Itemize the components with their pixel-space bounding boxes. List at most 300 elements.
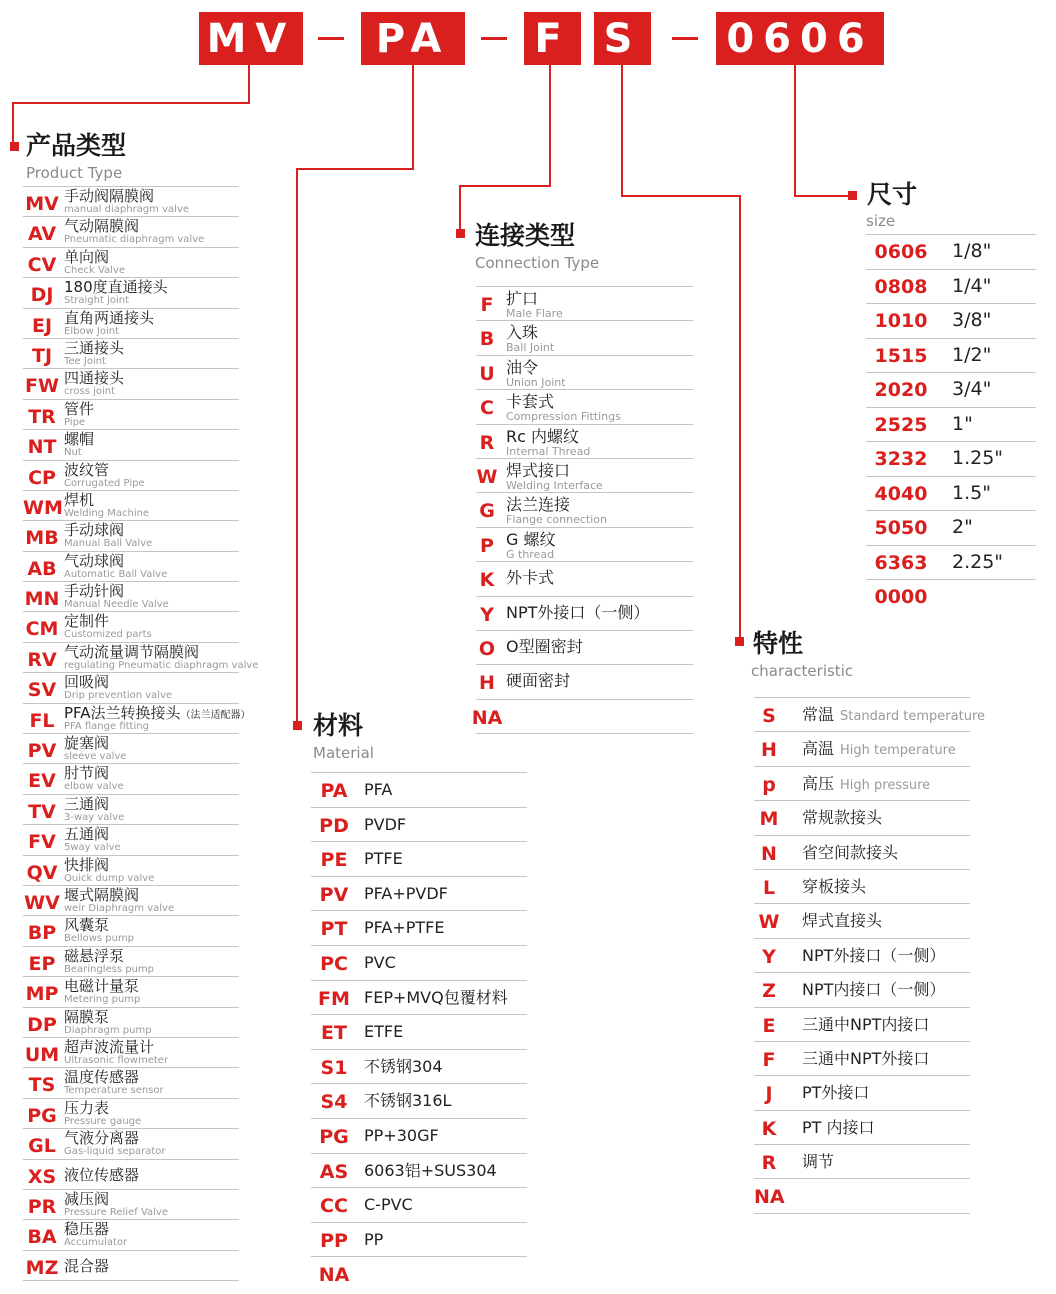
product-type-english: weir Diaphragm valve bbox=[64, 902, 175, 914]
product-type-name bbox=[64, 370, 124, 387]
characteristic-name-text: 常温 bbox=[802, 705, 835, 724]
size-value: 3/4" bbox=[952, 378, 992, 400]
product-type-code: TJ bbox=[31, 344, 53, 367]
product-type-code: CM bbox=[25, 618, 59, 641]
connection-type-english: G thread bbox=[506, 547, 555, 561]
product-type-code: PR bbox=[27, 1195, 57, 1218]
connection-type-row bbox=[476, 493, 693, 527]
characteristic-row bbox=[754, 767, 970, 801]
product-type-name-text: 三通阀 bbox=[64, 794, 110, 813]
connector-connection bbox=[460, 65, 550, 233]
characteristic-row bbox=[754, 939, 970, 973]
material-code: PE bbox=[320, 849, 348, 872]
product-type-english: elbow valve bbox=[64, 781, 124, 793]
connection-type-english: Ball Joint bbox=[506, 341, 555, 355]
material-name: PFA+PTFE bbox=[364, 918, 445, 938]
material-row bbox=[311, 1050, 527, 1085]
product-type-row bbox=[23, 461, 239, 491]
characteristic-name-text: 调节 bbox=[802, 1152, 835, 1172]
material-row bbox=[311, 911, 527, 946]
product-type-code: EP bbox=[28, 952, 56, 975]
product-type-english: Welding Machine bbox=[64, 507, 150, 519]
product-type-english: Accumulator bbox=[64, 1237, 128, 1249]
product-type-name-text: 180度直通接头 bbox=[64, 278, 168, 297]
product-type-code: TV bbox=[28, 800, 56, 823]
product-type-name-text: 磁悬浮泵 bbox=[64, 946, 125, 965]
material-code: PD bbox=[319, 814, 349, 837]
product-type-english: PFA flange fitting bbox=[64, 720, 149, 732]
product-type-name-text: 直角两通接头 bbox=[64, 308, 155, 327]
product-type-code: FW bbox=[25, 375, 59, 398]
product-type-name bbox=[64, 553, 124, 570]
product-type-name-text: 堰式隔膜阀 bbox=[64, 885, 140, 904]
product-type-name-text: PFA法兰转换接头 bbox=[64, 703, 181, 722]
product-type-name bbox=[64, 735, 109, 752]
material-row bbox=[311, 773, 527, 808]
material-list bbox=[311, 772, 527, 1292]
product-type-name bbox=[64, 765, 109, 782]
product-type-code: WM bbox=[23, 496, 63, 519]
product-type-name bbox=[64, 188, 154, 205]
product-type-code: TS bbox=[28, 1074, 56, 1097]
connection-type-name: 扩口 bbox=[506, 289, 539, 308]
size-code: 5050 bbox=[874, 517, 928, 539]
connection-type-name: 卡套式 bbox=[506, 392, 555, 412]
product-type-name bbox=[64, 796, 109, 813]
product-type-english: Temperature sensor bbox=[64, 1085, 164, 1097]
product-type-name-text: 管件 bbox=[64, 399, 95, 418]
product-type-name bbox=[64, 1258, 109, 1275]
material-code: PA bbox=[320, 780, 348, 802]
connection-type-title: 连接类型 bbox=[475, 221, 576, 250]
characteristic-name bbox=[802, 1118, 875, 1137]
product-type-code: MV bbox=[25, 193, 59, 215]
connection-type-row bbox=[476, 631, 693, 665]
product-type-row bbox=[23, 856, 239, 886]
product-type-english: Tee Joint bbox=[64, 355, 106, 367]
product-type-code: DJ bbox=[30, 284, 54, 307]
material-marker bbox=[293, 721, 302, 730]
size-value: 1/2" bbox=[952, 343, 992, 366]
characteristic-name bbox=[802, 739, 956, 760]
product-type-name-text: 波纹管 bbox=[64, 460, 110, 479]
material-code: PT bbox=[320, 918, 348, 941]
size-value: 2" bbox=[952, 516, 973, 538]
product-type-code: BA bbox=[27, 1226, 57, 1249]
product-type-row bbox=[23, 642, 259, 673]
product-type-name bbox=[64, 887, 139, 904]
product-type-code: PV bbox=[27, 740, 57, 763]
connection-type-name: 入珠 bbox=[506, 323, 539, 343]
connection-type-name: O型圈密封 bbox=[506, 636, 583, 656]
material-code: S4 bbox=[320, 1091, 348, 1114]
characteristic-name-text: 三通中NPT内接口 bbox=[802, 1014, 930, 1034]
product-type-name bbox=[64, 644, 199, 661]
product-type-name-text: 定制件 bbox=[64, 612, 110, 631]
characteristic-name bbox=[802, 1152, 834, 1171]
product-type-code: PG bbox=[27, 1104, 57, 1127]
product-type-code: AV bbox=[27, 223, 57, 246]
size-row bbox=[866, 270, 1036, 305]
characteristic-code: R bbox=[761, 1152, 777, 1175]
connection-type-english: Flange connection bbox=[506, 513, 607, 527]
product-type-code: TR bbox=[28, 405, 56, 428]
product-type-name-text: 气动球阀 bbox=[64, 551, 125, 570]
product-type-english: Pneumatic diaphragm valve bbox=[64, 234, 205, 246]
material-code: FM bbox=[318, 987, 350, 1010]
product-type-name bbox=[64, 826, 109, 843]
size-code: 6363 bbox=[874, 551, 928, 574]
characteristic-code: L bbox=[762, 876, 776, 899]
product-type-english: Check Valve bbox=[64, 264, 125, 276]
material-name: PFA+PVDF bbox=[364, 883, 448, 903]
connection-type-name: NPT外接口（一侧） bbox=[506, 602, 650, 622]
connection-type-row bbox=[476, 287, 693, 321]
size-code: 1010 bbox=[874, 310, 928, 332]
material-code: PC bbox=[320, 952, 348, 975]
characteristic-row bbox=[754, 1042, 970, 1076]
characteristic-code: N bbox=[761, 842, 777, 865]
material-code: PP bbox=[320, 1229, 348, 1252]
characteristic-name bbox=[802, 877, 866, 896]
connection-type-row bbox=[476, 562, 693, 596]
product-type-note: （法兰适配器） bbox=[180, 709, 251, 721]
product-type-row bbox=[23, 612, 239, 642]
product-type-list bbox=[23, 186, 259, 1281]
size-value: 1" bbox=[952, 412, 973, 435]
product-type-row bbox=[23, 217, 239, 247]
size-code: 0808 bbox=[874, 275, 928, 298]
size-row bbox=[866, 546, 1036, 581]
material-title: 材料 bbox=[313, 711, 364, 740]
product-type-name-text: 手动球阀 bbox=[64, 521, 125, 540]
product-type-row bbox=[23, 916, 239, 946]
product-type-row bbox=[23, 977, 239, 1007]
product-type-code: FV bbox=[28, 831, 56, 854]
connection-type-code: G bbox=[479, 500, 495, 523]
product-type-row bbox=[23, 764, 239, 794]
size-row bbox=[866, 442, 1036, 477]
material-row bbox=[311, 1188, 527, 1223]
product-type-name-text: 五通阀 bbox=[64, 825, 110, 844]
connector-material bbox=[297, 65, 413, 725]
material-name: PP bbox=[364, 1229, 384, 1249]
characteristic-name-text: 常规款接头 bbox=[802, 808, 883, 828]
product-type-row bbox=[23, 1068, 239, 1098]
characteristic-code: S bbox=[762, 705, 776, 727]
characteristic-code: H bbox=[761, 739, 777, 762]
product-type-english: manual diaphragm valve bbox=[64, 204, 189, 215]
size-marker bbox=[848, 191, 857, 200]
size-list bbox=[866, 234, 1036, 615]
product-type-code: SV bbox=[27, 679, 57, 702]
code-box-connection: F bbox=[524, 12, 581, 65]
connection-type-subtitle: Connection Type bbox=[475, 254, 600, 272]
connection-type-row bbox=[476, 425, 693, 459]
product-type-name bbox=[64, 218, 139, 235]
connection-type-row bbox=[476, 528, 693, 562]
size-code: 2020 bbox=[874, 379, 928, 401]
characteristic-name bbox=[802, 843, 898, 862]
size-code: 3232 bbox=[874, 448, 928, 470]
material-row bbox=[311, 1084, 527, 1119]
material-subtitle: Material bbox=[313, 744, 374, 762]
material-row bbox=[311, 842, 527, 877]
product-type-name bbox=[64, 522, 124, 539]
characteristic-code: Y bbox=[762, 945, 776, 968]
size-row bbox=[866, 304, 1036, 339]
product-type-code: WV bbox=[24, 891, 60, 914]
product-type-english: Manual Needle Valve bbox=[64, 599, 169, 611]
size-value: 1/8" bbox=[952, 240, 992, 262]
characteristic-subtitle: characteristic bbox=[751, 662, 854, 680]
product-type-name-text: 温度传感器 bbox=[64, 1068, 140, 1087]
product-type-name bbox=[64, 431, 94, 448]
product-type-english: Pipe bbox=[64, 416, 86, 428]
product-type-code: GL bbox=[28, 1135, 56, 1158]
connection-type-code: NA bbox=[471, 706, 503, 729]
connection-type-marker bbox=[456, 229, 465, 238]
product-type-english: Corrugated Pipe bbox=[64, 477, 145, 489]
material-row bbox=[311, 1257, 527, 1292]
code-box-characteristic: S bbox=[594, 12, 651, 65]
material-name: ETFE bbox=[364, 1022, 404, 1042]
product-type-row bbox=[23, 400, 239, 430]
size-code: 0000 bbox=[874, 586, 928, 608]
characteristic-name bbox=[802, 705, 985, 726]
characteristic-name bbox=[802, 1015, 929, 1034]
product-type-code: RV bbox=[27, 648, 57, 671]
product-type-name-text: 超声波流量计 bbox=[64, 1037, 155, 1056]
product-type-name bbox=[64, 401, 94, 418]
size-value: 2.25" bbox=[952, 550, 1004, 573]
connection-type-code: K bbox=[479, 569, 495, 592]
connection-type-code: P bbox=[480, 534, 494, 557]
product-type-english: Pressure gauge bbox=[64, 1115, 142, 1127]
size-subtitle: size bbox=[866, 212, 896, 230]
characteristic-code: W bbox=[758, 911, 780, 934]
product-type-name bbox=[64, 492, 94, 509]
product-type-row bbox=[23, 703, 251, 734]
connection-type-name: G 螺纹 bbox=[506, 529, 556, 549]
product-type-row bbox=[23, 552, 239, 582]
product-type-english: 5way valve bbox=[64, 842, 121, 854]
product-type-name bbox=[64, 340, 124, 357]
product-type-row bbox=[23, 825, 239, 855]
product-type-row bbox=[23, 309, 239, 339]
material-code: AS bbox=[319, 1160, 349, 1183]
characteristic-name-text: 焊式直接头 bbox=[802, 911, 883, 931]
characteristic-code: p bbox=[762, 773, 776, 796]
product-type-english: 3-way valve bbox=[64, 811, 125, 823]
product-type-name-text: 风囊泵 bbox=[64, 916, 110, 935]
characteristic-name-text: PT外接口 bbox=[802, 1083, 870, 1103]
product-type-name bbox=[64, 917, 109, 934]
characteristic-row bbox=[754, 732, 970, 766]
product-type-row bbox=[23, 1008, 239, 1038]
product-type-code: QV bbox=[26, 861, 58, 884]
product-type-name bbox=[64, 1167, 139, 1184]
product-type-name-text: 稳压器 bbox=[64, 1220, 110, 1239]
product-type-name-text: 螺帽 bbox=[64, 430, 95, 449]
characteristic-name-text: 高压 bbox=[802, 773, 835, 793]
product-type-name bbox=[64, 857, 109, 874]
product-type-row bbox=[23, 339, 239, 369]
code-box-material: PA bbox=[361, 12, 465, 65]
product-type-english: Ultrasonic flowmeter bbox=[64, 1054, 169, 1066]
product-type-name-text: 减压阀 bbox=[64, 1189, 110, 1208]
product-type-code: EJ bbox=[31, 314, 53, 337]
characteristic-row bbox=[754, 698, 986, 732]
characteristic-code: J bbox=[765, 1083, 773, 1106]
product-type-english: Bearingless pump bbox=[64, 963, 155, 975]
characteristic-code: NA bbox=[754, 1186, 785, 1209]
size-code: 4040 bbox=[874, 482, 928, 505]
code-box-size: 0606 bbox=[716, 12, 884, 65]
product-type-name bbox=[64, 674, 109, 691]
product-type-name bbox=[64, 978, 139, 995]
material-row bbox=[311, 877, 527, 912]
product-type-code: AB bbox=[27, 557, 57, 580]
characteristic-english: High pressure bbox=[840, 777, 931, 793]
connection-type-name: 硬面密封 bbox=[506, 671, 571, 691]
product-type-title: 产品类型 bbox=[26, 131, 127, 160]
characteristic-name-text: PT 内接口 bbox=[802, 1117, 875, 1137]
characteristic-row bbox=[754, 904, 970, 938]
product-type-row bbox=[23, 673, 239, 703]
connection-type-code: R bbox=[479, 431, 495, 454]
product-type-name-text: 回吸阀 bbox=[64, 673, 110, 692]
product-type-name bbox=[64, 1191, 109, 1208]
connection-type-name: Rc 内螺纹 bbox=[506, 426, 580, 446]
material-code: NA bbox=[318, 1264, 350, 1287]
characteristic-name bbox=[802, 946, 945, 965]
product-type-row bbox=[23, 886, 239, 916]
connection-type-english: Internal Thread bbox=[506, 444, 591, 458]
product-type-name-text: 气液分离器 bbox=[64, 1129, 140, 1148]
characteristic-row bbox=[754, 1008, 970, 1042]
product-type-name bbox=[64, 279, 168, 296]
size-row bbox=[866, 477, 1036, 512]
product-type-name-text: 压力表 bbox=[64, 1098, 110, 1117]
material-code: PV bbox=[319, 883, 349, 906]
material-name: PP+30GF bbox=[364, 1125, 439, 1145]
product-type-row bbox=[23, 1220, 239, 1250]
material-name: 不锈钢316L bbox=[364, 1091, 452, 1111]
product-type-code: MN bbox=[24, 588, 60, 611]
connection-type-code: U bbox=[479, 362, 495, 385]
characteristic-name bbox=[802, 1049, 929, 1068]
product-type-name-text: 快排阀 bbox=[64, 855, 110, 874]
material-name: FEP+MVQ包覆材料 bbox=[364, 987, 508, 1007]
characteristic-row bbox=[754, 973, 970, 1007]
product-type-name bbox=[64, 1009, 109, 1026]
material-code: PG bbox=[319, 1125, 349, 1148]
product-type-name-text: 焊机 bbox=[64, 490, 95, 509]
size-value: 1.25" bbox=[952, 447, 1004, 469]
characteristic-title: 特性 bbox=[753, 629, 804, 658]
material-code: CC bbox=[320, 1195, 348, 1218]
size-value: 1/4" bbox=[952, 274, 992, 297]
product-type-row bbox=[23, 947, 239, 977]
material-name: PVC bbox=[364, 952, 396, 972]
characteristic-marker bbox=[735, 637, 744, 646]
characteristic-name-text: 省空间款接头 bbox=[802, 842, 899, 862]
connection-type-row bbox=[476, 459, 693, 493]
product-type-name-text: 混合器 bbox=[64, 1256, 110, 1275]
material-name: PVDF bbox=[364, 814, 407, 834]
size-title: 尺寸 bbox=[867, 180, 918, 209]
product-type-name-text: 隔膜泵 bbox=[64, 1007, 110, 1026]
connection-type-code: Y bbox=[480, 603, 494, 626]
connection-type-row bbox=[476, 390, 693, 424]
product-type-subtitle: Product Type bbox=[26, 164, 123, 182]
material-row bbox=[311, 1154, 527, 1189]
product-type-row bbox=[23, 521, 239, 551]
connection-type-english: Welding Interface bbox=[506, 478, 603, 492]
connection-type-code: F bbox=[480, 294, 494, 316]
product-type-code: BP bbox=[27, 922, 57, 945]
product-type-code: MZ bbox=[25, 1256, 59, 1279]
connection-type-row bbox=[476, 321, 693, 355]
product-type-english: Quick dump valve bbox=[64, 872, 155, 884]
product-type-name bbox=[64, 310, 154, 327]
material-row bbox=[311, 808, 527, 843]
product-type-english: Gas-liquid separator bbox=[64, 1146, 166, 1158]
product-type-row bbox=[23, 1160, 239, 1190]
product-type-english: Manual Ball Valve bbox=[64, 538, 153, 550]
product-type-name bbox=[64, 462, 109, 479]
product-type-english: Diaphragm pump bbox=[64, 1024, 152, 1036]
characteristic-name-text: NPT外接口（一侧） bbox=[802, 945, 946, 965]
size-row bbox=[866, 339, 1036, 374]
material-name: PFA bbox=[364, 780, 393, 799]
product-type-english: Nut bbox=[64, 447, 82, 459]
product-type-name bbox=[64, 948, 124, 965]
size-value: 3/8" bbox=[952, 309, 992, 331]
product-type-row bbox=[23, 491, 239, 521]
characteristic-row bbox=[754, 1179, 970, 1213]
product-type-name-text: 三通接头 bbox=[64, 338, 125, 357]
characteristic-row bbox=[754, 1111, 970, 1145]
product-type-row bbox=[23, 1099, 239, 1129]
size-row bbox=[866, 580, 1036, 615]
product-type-row bbox=[23, 430, 239, 460]
material-name: PTFE bbox=[364, 849, 403, 869]
material-row bbox=[311, 981, 527, 1016]
product-type-english: cross joint bbox=[64, 386, 116, 398]
connection-type-code: W bbox=[476, 465, 498, 488]
connector-size bbox=[795, 65, 850, 196]
connection-type-name: 法兰连接 bbox=[506, 495, 571, 515]
product-type-name-text: 电磁计量泵 bbox=[64, 977, 140, 996]
product-type-name-text: 液位传感器 bbox=[64, 1165, 140, 1184]
connection-type-code: B bbox=[479, 328, 495, 351]
product-type-name-text: 气动隔膜阀 bbox=[64, 217, 140, 236]
characteristic-name bbox=[802, 774, 930, 795]
product-type-row bbox=[23, 278, 239, 308]
material-code: ET bbox=[321, 1022, 347, 1045]
product-type-name bbox=[64, 249, 109, 266]
product-type-code: MP bbox=[25, 983, 59, 1006]
connection-type-name: 焊式接口 bbox=[506, 460, 571, 480]
product-type-code: MB bbox=[25, 527, 59, 550]
product-type-row bbox=[23, 1190, 239, 1220]
product-type-name bbox=[64, 1221, 109, 1238]
product-type-row bbox=[23, 582, 239, 612]
material-row bbox=[311, 1223, 527, 1258]
characteristic-code: Z bbox=[762, 980, 776, 1003]
